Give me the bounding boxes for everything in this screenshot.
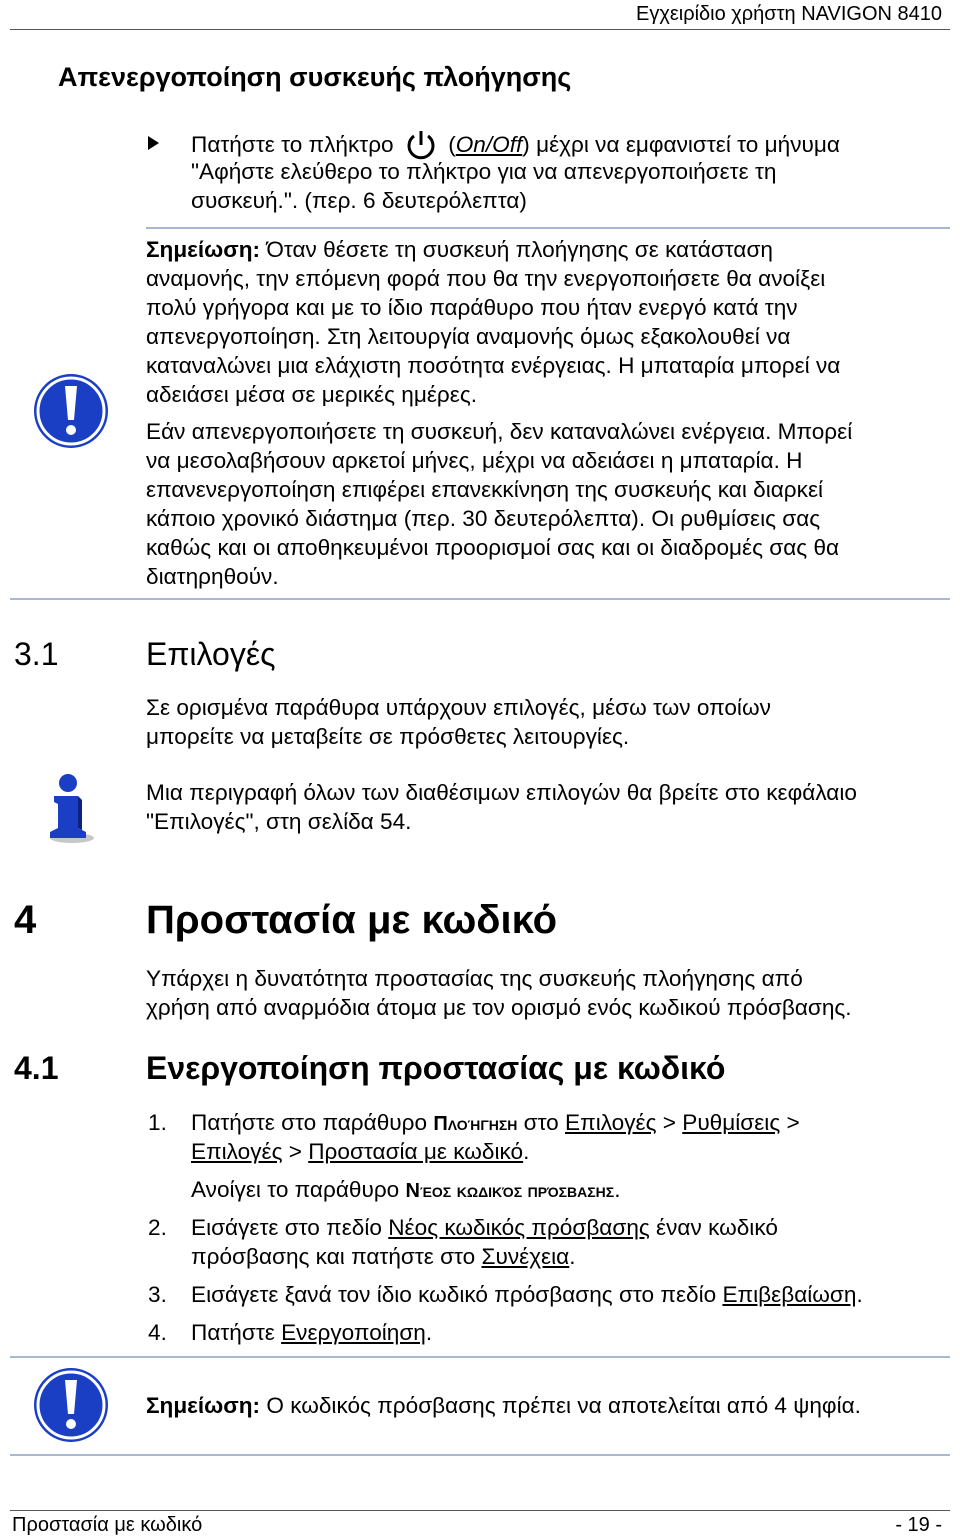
section-number-3-1: 3.1 — [14, 636, 59, 672]
note-2-rule-bottom — [10, 1454, 950, 1456]
warning-exclamation-icon — [32, 372, 110, 450]
footer-rule — [10, 1510, 950, 1511]
options-info-paragraph: Μια περιγραφή όλων των διαθέσιμων επιλογών θα βρείτε στο κεφάλαιο "Επιλογές", στη σελίδα 54. — [146, 780, 857, 834]
link-options[interactable]: Επιλογές — [565, 1110, 657, 1135]
step-3-line: Εισάγετε ξανά τον ίδιο κωδικό πρόσβασης στο πεδίο Επιβεβαίωση. — [191, 1282, 863, 1307]
options-paragraph: Σε ορισμένα παράθυρα υπάρχουν επιλογές, μέσω των οποίων μπορείτε να μεταβείτε σε πρόσθετες λειτουργίες. — [146, 695, 771, 749]
step-1-line-2: Επιλογές > Προστασία με κωδικό. — [191, 1139, 530, 1164]
off-step-line-1: Πατήστε το πλήκτρο (On/Off) μέχρι να εμφανιστεί το μήνυμα — [191, 128, 840, 162]
info-icon — [40, 772, 100, 844]
document-header: Εγχειρίδιο χρήστη NAVIGON 8410 — [636, 3, 942, 25]
off-step-line-2: "Αφήστε ελεύθερο το πλήκτρο για να απενεργοποιήσετε τη — [191, 159, 777, 184]
password-intro-paragraph: Υπάρχει η δυνατότητα προστασίας της συσκευής πλοήγησης από χρήση από αναρμόδια άτομα με τον ορισμό ενός κωδικού πρόσβασης. — [146, 966, 852, 1020]
chapter-number-4: 4 — [14, 898, 37, 942]
field-new-password[interactable]: Νέος κωδικός πρόσβασης — [388, 1215, 650, 1240]
note-rule-bottom — [10, 598, 950, 600]
step-number-3: 3. — [148, 1282, 167, 1307]
section-title-enable-password: Ενεργοποίηση προστασίας με κωδικό — [146, 1050, 726, 1086]
link-settings[interactable]: Ρυθμίσεις — [682, 1110, 781, 1135]
section-number-4-1: 4.1 — [14, 1050, 59, 1086]
step-2-line-1: Εισάγετε στο πεδίο Νέος κωδικός πρόσβασης έναν κωδικό — [191, 1215, 778, 1240]
warning-exclamation-icon — [32, 1366, 110, 1444]
step-1-line-1: Πατήστε στο παράθυρο Πλοήγηση στο Επιλογές > Ρυθμίσεις > — [191, 1110, 800, 1135]
section-heading-device-off: Απενεργοποίηση συσκευής πλοήγησης — [58, 62, 572, 92]
step-number-2: 2. — [148, 1215, 167, 1240]
step-4-line: Πατήστε Ενεργοποίηση. — [191, 1320, 433, 1345]
step-number-1: 1. — [148, 1110, 167, 1135]
note-2-rule-top — [10, 1356, 950, 1358]
page-number: - 19 - — [895, 1514, 942, 1536]
off-step-line-3: συσκευή.". (περ. 6 δευτερόλεπτα) — [191, 188, 527, 213]
link-continue[interactable]: Συνέχεια — [481, 1244, 570, 1269]
note-paragraph-1: Σημείωση: Όταν θέσετε τη συσκευή πλοήγησης σε κατάσταση αναμονής, την επόμενη φορά που θα την ενεργοποιήσετε θα ανοίξει πολύ γρήγορα και με το ίδιο παράθυρο που ήταν ενεργό κατά την απενεργοποίηση. Στη λειτουργία αναμονής όμως εξακολουθεί να καταναλώνει μια ελάχιστη ποσότητα ενέργειας. Η μπαταρία μπορεί να αδειάσει μέσα σε μερικές ημέρες. — [146, 237, 841, 407]
note-rule-top — [146, 227, 950, 229]
field-confirm[interactable]: Επιβεβαίωση — [722, 1282, 857, 1307]
link-activate[interactable]: Ενεργοποίηση — [281, 1320, 426, 1345]
step-number-4: 4. — [148, 1320, 167, 1345]
chapter-title-password: Προστασία με κωδικό — [146, 898, 558, 942]
step-2-line-2: πρόσβασης και πατήστε στο Συνέχεια. — [191, 1244, 576, 1269]
link-options-2[interactable]: Επιλογές — [191, 1139, 283, 1164]
bullet-arrow — [148, 136, 159, 150]
link-password-protection[interactable]: Προστασία με κωδικό — [308, 1139, 524, 1164]
note-paragraph-2: Εάν απενεργοποιήσετε τη συσκευή, δεν καταναλώνει ενέργεια. Μπορεί να μεσολαβήσουν αρκετοί μήνες, μέχρι να αδειάσει η μπαταρία. Η επανενεργοποίηση επιφέρει επανεκκίνηση της συσκευής και διαρκεί κάποιο χρονικό διάστημα (περ. 30 δευτερόλεπτα). Οι ρυθμίσεις σας καθώς και οι αποθηκευμένοι προορισμοί σας και οι διαδρομές σας θα διατηρηθούν. — [146, 419, 853, 589]
section-title-options: Επιλογές — [146, 636, 276, 672]
password-note: Σημείωση: Ο κωδικός πρόσβασης πρέπει να αποτελείται από 4 ψηφία. — [146, 1393, 861, 1418]
footer-chapter: Προστασία με κωδικό — [12, 1514, 203, 1536]
step-1-result: Ανοίγει το παράθυρο Νέος κωδικός πρόσβασης. — [191, 1177, 621, 1202]
header-rule — [10, 29, 950, 30]
